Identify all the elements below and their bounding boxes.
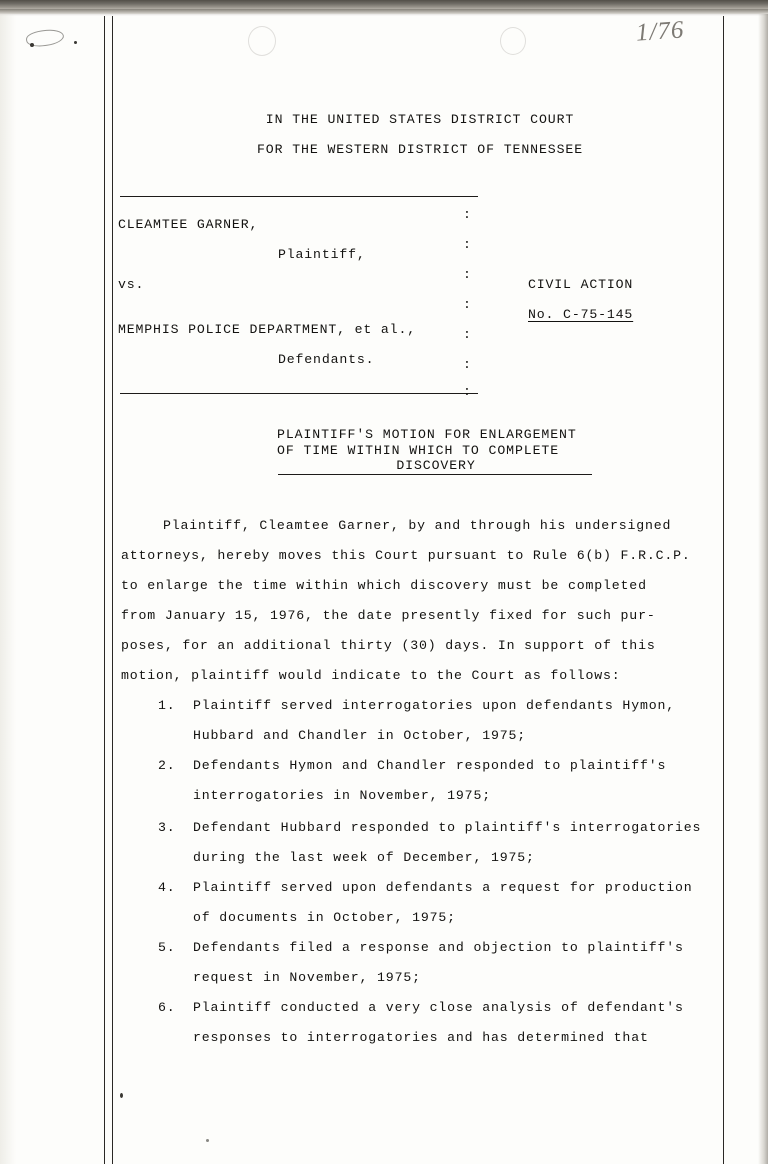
caption-colon: :	[463, 327, 471, 342]
left-margin-rule-outer	[104, 16, 105, 1164]
caption-rule-top	[120, 196, 478, 197]
caption-colon-column	[463, 196, 483, 399]
document-title-underline	[278, 474, 592, 475]
document-title-line-1: PLAINTIFF'S MOTION FOR ENLARGEMENT	[277, 427, 577, 442]
list-item-line: responses to interrogatories and has determined that	[193, 1030, 649, 1045]
ink-speck	[120, 1093, 123, 1098]
ink-speck	[206, 1139, 209, 1142]
right-margin-rule	[723, 16, 724, 1164]
caption-colon: :	[463, 384, 471, 399]
caption-defendant-name: MEMPHIS POLICE DEPARTMENT, et al.,	[118, 322, 416, 337]
caption-colon: :	[463, 237, 471, 252]
document-title	[277, 427, 595, 474]
court-heading-line-2: FOR THE WESTERN DISTRICT OF TENNESSEE	[256, 142, 584, 157]
scan-left-edge-fade	[0, 14, 16, 1164]
left-margin-rule-inner	[112, 16, 113, 1164]
bleedthrough-ghost-mark	[500, 27, 526, 55]
body-line: poses, for an additional thirty (30) days. In support of this	[121, 638, 656, 653]
caption-colon: :	[463, 357, 471, 372]
list-item-number: 5.	[158, 940, 176, 955]
case-caption-block	[118, 196, 484, 399]
list-item-line: of documents in October, 1975;	[193, 910, 456, 925]
list-item-line: Plaintiff served interrogatories upon defendants Hymon,	[193, 698, 676, 713]
list-item-line: request in November, 1975;	[193, 970, 421, 985]
list-item-line: interrogatories in November, 1975;	[193, 788, 491, 803]
list-item-number: 6.	[158, 1000, 176, 1015]
case-number: No. C-75-145	[528, 307, 634, 322]
body-line: to enlarge the time within which discovery must be completed	[121, 578, 647, 593]
list-item-line: Plaintiff served upon defendants a request for production	[193, 880, 693, 895]
body-line: motion, plaintiff would indicate to the Court as follows:	[121, 668, 621, 683]
body-line: from January 15, 1976, the date presently fixed for such pur-	[121, 608, 656, 623]
document-title-line-3: DISCOVERY	[396, 458, 476, 474]
ink-speck	[30, 43, 34, 47]
list-item-line: Hubbard and Chandler in October, 1975;	[193, 728, 527, 743]
list-item-line: Defendants filed a response and objection to plaintiff's	[193, 940, 684, 955]
civil-action-label: CIVIL ACTION	[528, 277, 634, 292]
scan-right-edge-shadow	[758, 14, 768, 1164]
caption-colon: :	[463, 297, 471, 312]
caption-versus: vs.	[118, 277, 145, 292]
caption-colon: :	[463, 207, 471, 222]
caption-colon: :	[463, 267, 471, 282]
list-item-line: during the last week of December, 1975;	[193, 850, 535, 865]
body-line: attorneys, hereby moves this Court pursuant to Rule 6(b) F.R.C.P.	[121, 548, 691, 563]
list-item-line: Plaintiff conducted a very close analysis of defendant's	[193, 1000, 684, 1015]
document-title-line-2: OF TIME WITHIN WHICH TO COMPLETE	[277, 442, 560, 458]
list-item-number: 1.	[158, 698, 176, 713]
list-item-number: 2.	[158, 758, 176, 773]
ink-speck	[74, 41, 77, 44]
bleedthrough-ghost-mark	[248, 26, 276, 56]
list-item-line: Defendants Hymon and Chandler responded to plaintiff's	[193, 758, 667, 773]
caption-plaintiff-name: CLEAMTEE GARNER,	[118, 217, 259, 232]
court-heading-line-1: IN THE UNITED STATES DISTRICT COURT	[265, 112, 575, 127]
court-heading	[120, 112, 720, 172]
list-item-number: 3.	[158, 820, 176, 835]
body-line: Plaintiff, Cleamtee Garner, by and through his undersigned	[163, 518, 672, 533]
caption-rule-bottom	[120, 393, 478, 394]
handwritten-page-number: 1/76	[635, 16, 686, 47]
list-item-line: Defendant Hubbard responded to plaintiff's interrogatories	[193, 820, 702, 835]
scan-top-shadow-band	[0, 0, 768, 14]
list-item-number: 4.	[158, 880, 176, 895]
caption-plaintiff-role: Plaintiff,	[278, 247, 366, 262]
caption-defendant-role: Defendants.	[278, 352, 375, 367]
